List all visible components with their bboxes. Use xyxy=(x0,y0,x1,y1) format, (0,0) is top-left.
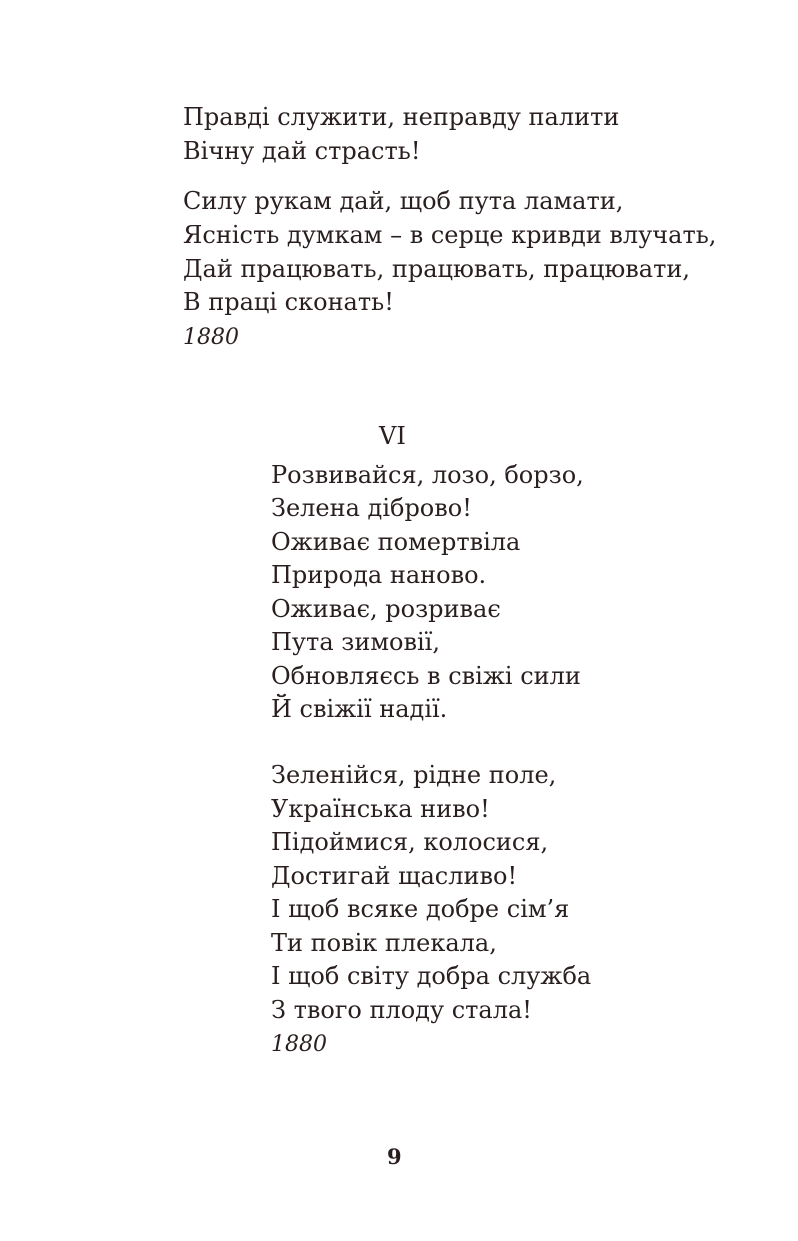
poem-line: Дай працювать, працювать, працювати, xyxy=(183,255,690,283)
poem-line: Пута зимовії, xyxy=(271,628,440,656)
poem-date: 1880 xyxy=(271,1032,327,1057)
poem-line: Українська ниво! xyxy=(271,795,490,823)
poem-line: І щоб світу добра служба xyxy=(271,962,592,990)
section-heading: VI xyxy=(379,422,406,450)
poem-line: Вічну дай страсть! xyxy=(183,137,421,165)
poem-line: З твого плоду стала! xyxy=(271,996,532,1024)
poem-line: Й свіжії надії. xyxy=(271,695,448,723)
poem-line: Обновляєсь в свіжі сили xyxy=(271,662,581,690)
poem-line: Зелена діброво! xyxy=(271,494,472,522)
poem-line: Ти повік плекала, xyxy=(271,929,497,957)
poem-line: Природа наново. xyxy=(271,561,487,589)
poem-line: Ясність думкам – в серце кривди влучать, xyxy=(183,221,717,249)
poem-line: Силу рукам дай, щоб пута ламати, xyxy=(183,187,624,215)
poem-line: Оживає помертвіла xyxy=(271,528,521,556)
poem-date: 1880 xyxy=(183,325,239,350)
poem-line: В праці сконать! xyxy=(183,288,394,316)
page-number: 9 xyxy=(387,1144,402,1169)
poem-line: Достигай щасливо! xyxy=(271,862,518,890)
poem-line: І щоб всяке добре сім’я xyxy=(271,895,570,923)
poem-line: Оживає, розриває xyxy=(271,595,501,623)
poem-line: Правді служити, неправду палити xyxy=(183,103,620,131)
poem-line: Зеленійся, рідне поле, xyxy=(271,761,557,789)
poem-line: Розвивайся, лозо, борзо, xyxy=(271,461,584,489)
poem-line: Підоймися, колосися, xyxy=(271,828,549,856)
